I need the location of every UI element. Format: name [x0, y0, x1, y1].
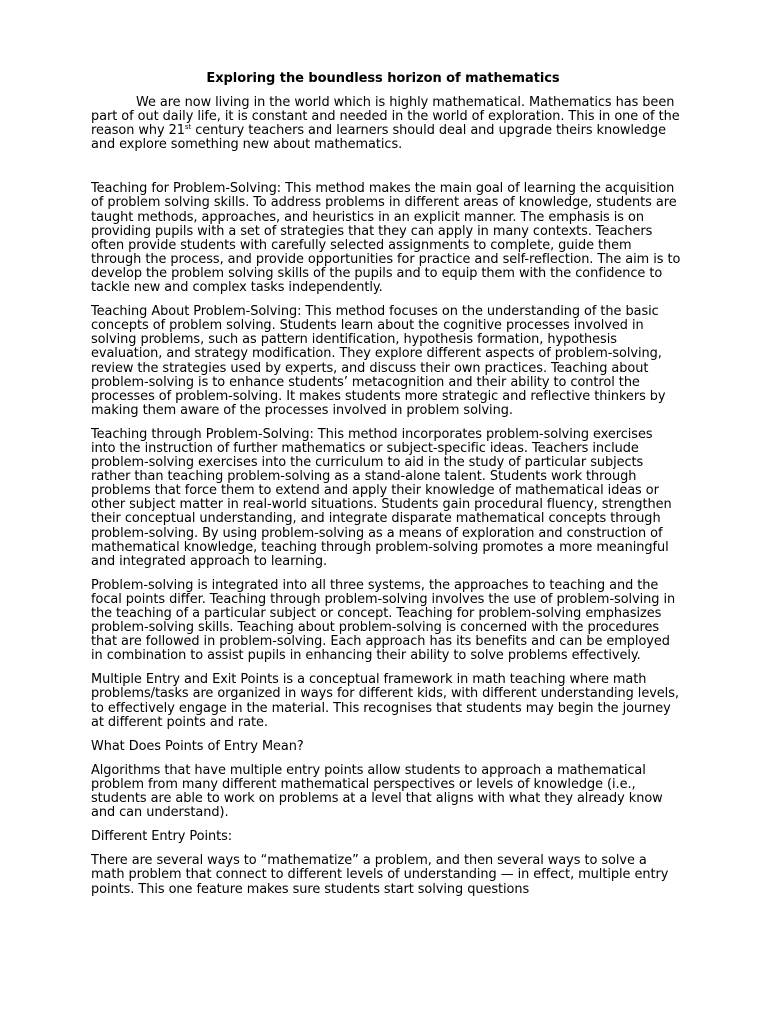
- paragraph-teaching-through-problem-solving: Teaching through Problem-Solving: This method incorporates problem-solving exercises into the instruction of further mathematics or subject-specific ideas. Teachers include problem-solving exercises into the curriculum to aid in the study of particular subjects rather than teaching problem-solving as a stand-alone talent. Students work through problems that force them to extend and apply their knowledge of mathematical ideas or other subject matter in real-world situations. Students gain procedural fluency, strengthen their conceptual understanding, and integrate disparate mathematical concepts through problem-solving. By using problem-solving as a means of exploration and construction of mathematical knowledge, teaching through problem-solving promotes a more meaningful and integrated approach to learning.: [91, 426, 672, 569]
- intro-text-end: century teachers and learners should deal and upgrade theirs knowledge and explore something new about mathematics.: [91, 123, 666, 153]
- document-body: [91, 71, 681, 897]
- heading-different-entry-points: Different Entry Points:: [91, 829, 233, 845]
- document-title: Exploring the boundless horizon of mathematics: [206, 71, 560, 86]
- paragraph-multiple-entry-exit-points: Multiple Entry and Exit Points is a conceptual framework in math teaching where math problems/tasks are organized in ways for different kids, with different understanding levels, to effectively engage in the material. This recognises that students may begin the journey at different points and rate.: [91, 672, 679, 730]
- intro-text-start: We are now living in the world which is highly mathematical. Mathematics has been part of out daily life, it is constant and needed in the world of exploration. This in one of the reason why 21: [91, 95, 680, 139]
- paragraph-approaches-comparison: Problem-solving is integrated into all three systems, the approaches to teaching and the focal points differ. Teaching through problem-solving involves the use of problem-solving in the teaching of a particular subject or concept. Teaching for problem-solving emphasizes problem-solving skills. Teaching about problem-solving is concerned with the procedures that are followed in problem-solving. Each approach has its benefits and can be employed in combination to assist pupils in enhancing their ability to solve problems effectively.: [91, 577, 676, 664]
- paragraph-mathematize-problem: There are several ways to “mathematize” a problem, and then several ways to solve a math problem that connect to different levels of understanding — in effect, multiple entry points. This one feature makes sure students start solving questions: [91, 853, 669, 897]
- paragraph-teaching-for-problem-solving: Teaching for Problem-Solving: This method makes the main goal of learning the acquisition of problem solving skills. To address problems in different areas of knowledge, students are taught methods, approaches, and heuristics in an explicit manner. The emphasis is on providing pupils with a set of strategies that they can apply in many contexts. Teachers often provide students with carefully selected assignments to complete, guide them through the process, and provide opportunities for practice and self-reflection. The aim is to develop the problem solving skills of the pupils and to equip them with the confidence to tackle new and complex tasks independently.: [91, 181, 681, 296]
- paragraph-teaching-about-problem-solving: Teaching About Problem-Solving: This method focuses on the understanding of the basic concepts of problem solving. Students learn about the cognitive processes involved in solving problems, such as pattern identification, hypothesis formation, hypothesis evaluation, and strategy modification. They explore different aspects of problem-solving, review the strategies used by experts, and discuss their own practices. Teaching about problem-solving is to enhance students’ metacognition and their ability to control the processes of problem-solving. It makes students more strategic and reflective thinkers by making them aware of the processes involved in problem solving.: [91, 304, 666, 418]
- ordinal-suffix: st: [184, 123, 192, 132]
- paragraph-algorithms-entry-points: Algorithms that have multiple entry points allow students to approach a mathematical problem from many different mathematical perspectives or levels of knowledge (i.e., students are able to work on problems at a level that aligns with what they already know and can understand).: [91, 762, 663, 821]
- intro-paragraph: [91, 96, 681, 152]
- heading-points-of-entry: What Does Points of Entry Mean?: [91, 738, 304, 754]
